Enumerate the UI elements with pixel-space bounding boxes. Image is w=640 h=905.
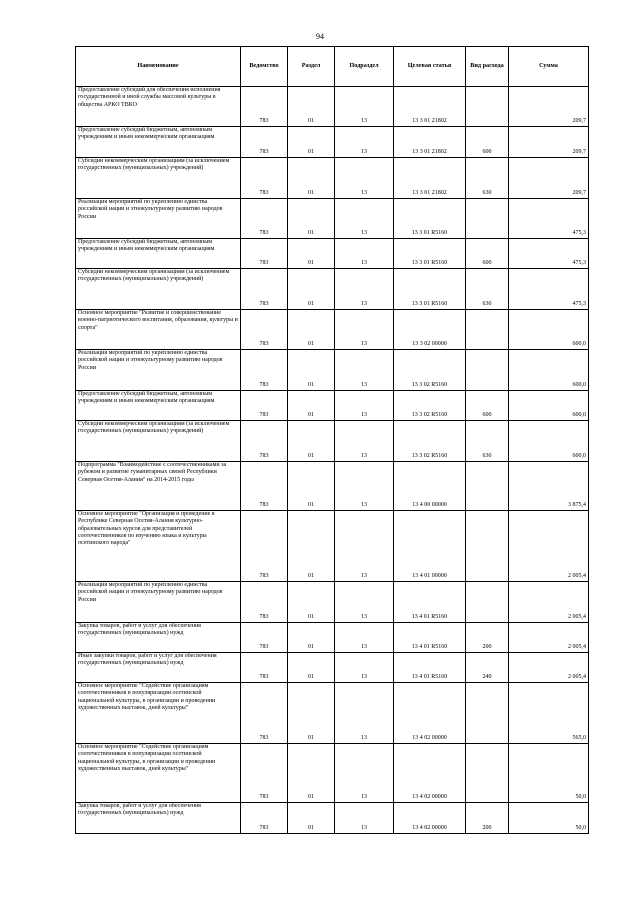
cell-name: Основное мероприятие "Содействие организациям соотечественников в популяризации осетинской национальной культуры, в организации и проведении художественных выставок, дней культуры" bbox=[76, 683, 241, 744]
cell-expense-type bbox=[466, 744, 509, 803]
header-expense-type: Вид расхода bbox=[466, 47, 509, 87]
table-row bbox=[76, 127, 589, 158]
cell-section: 01 bbox=[288, 350, 335, 391]
table-row bbox=[76, 269, 589, 310]
cell-amount: 565,0 bbox=[509, 683, 589, 744]
cell-expense-type: 630 bbox=[466, 158, 509, 199]
cell-target-article: 13 4 00 00000 bbox=[394, 462, 466, 511]
table-row bbox=[76, 744, 589, 803]
cell-amount: 600,0 bbox=[509, 391, 589, 421]
table-row bbox=[76, 623, 589, 653]
header-subsection: Подраздел bbox=[335, 47, 394, 87]
cell-section: 01 bbox=[288, 269, 335, 310]
table-row bbox=[76, 803, 589, 834]
cell-department: 783 bbox=[241, 350, 288, 391]
table-row bbox=[76, 391, 589, 421]
cell-expense-type bbox=[466, 462, 509, 511]
header-name: Наименование bbox=[76, 47, 241, 87]
cell-target-article: 13 3 01 21802 bbox=[394, 158, 466, 199]
header-amount: Сумма bbox=[509, 47, 589, 87]
table-header-row bbox=[76, 47, 589, 87]
cell-name: Субсидии некоммерческим организациям (за исключением государственных (муниципальных) учреждений) bbox=[76, 158, 241, 199]
cell-name: Подпрограмма "Взаимодействие с соотечественниками за рубежом и развитие гуманитарных связей Республики Северная Осетия-Алания" на 2014-2015 годы bbox=[76, 462, 241, 511]
cell-department: 783 bbox=[241, 623, 288, 653]
page-number: 94 bbox=[316, 32, 324, 41]
cell-department: 783 bbox=[241, 462, 288, 511]
cell-section: 01 bbox=[288, 462, 335, 511]
cell-subsection: 13 bbox=[335, 127, 394, 158]
cell-expense-type: 600 bbox=[466, 239, 509, 269]
cell-subsection: 13 bbox=[335, 623, 394, 653]
cell-expense-type bbox=[466, 87, 509, 127]
cell-amount: 475,3 bbox=[509, 199, 589, 239]
cell-department: 783 bbox=[241, 421, 288, 462]
cell-department: 783 bbox=[241, 744, 288, 803]
cell-department: 783 bbox=[241, 269, 288, 310]
cell-amount: 209,7 bbox=[509, 158, 589, 199]
cell-amount: 50,0 bbox=[509, 803, 589, 834]
cell-name: Предоставление субсидий бюджетным, автономным учреждениям и иным некоммерческим организациям bbox=[76, 391, 241, 421]
cell-target-article: 13 4 01 R5160 bbox=[394, 623, 466, 653]
cell-section: 01 bbox=[288, 683, 335, 744]
cell-name: Основное мероприятие "Содействие организациям соотечественников в популяризации осетинской национальной культуры, в организации и проведении художественных выставок, дней культуры" bbox=[76, 744, 241, 803]
cell-target-article: 13 3 01 R5160 bbox=[394, 239, 466, 269]
cell-expense-type: 200 bbox=[466, 623, 509, 653]
cell-target-article: 13 3 02 R5160 bbox=[394, 350, 466, 391]
cell-name: Предоставление субсидий бюджетным, автономным учреждениям и иным некоммерческим организациям bbox=[76, 239, 241, 269]
cell-subsection: 13 bbox=[335, 391, 394, 421]
cell-name: Субсидии некоммерческим организациям (за исключением государственных (муниципальных) учреждений) bbox=[76, 421, 241, 462]
cell-department: 783 bbox=[241, 653, 288, 683]
cell-amount: 209,7 bbox=[509, 127, 589, 158]
cell-amount: 2 005,4 bbox=[509, 623, 589, 653]
cell-amount: 475,3 bbox=[509, 239, 589, 269]
cell-amount: 2 005,4 bbox=[509, 653, 589, 683]
cell-department: 783 bbox=[241, 582, 288, 623]
cell-department: 783 bbox=[241, 127, 288, 158]
cell-subsection: 13 bbox=[335, 744, 394, 803]
cell-amount: 50,0 bbox=[509, 744, 589, 803]
cell-subsection: 13 bbox=[335, 269, 394, 310]
cell-target-article: 13 3 01 21802 bbox=[394, 127, 466, 158]
cell-subsection: 13 bbox=[335, 158, 394, 199]
cell-department: 783 bbox=[241, 158, 288, 199]
table-row bbox=[76, 683, 589, 744]
cell-subsection: 13 bbox=[335, 350, 394, 391]
cell-expense-type: 630 bbox=[466, 421, 509, 462]
cell-section: 01 bbox=[288, 744, 335, 803]
cell-subsection: 13 bbox=[335, 653, 394, 683]
cell-expense-type: 240 bbox=[466, 653, 509, 683]
cell-subsection: 13 bbox=[335, 239, 394, 269]
cell-subsection: 13 bbox=[335, 462, 394, 511]
table-row bbox=[76, 582, 589, 623]
cell-amount: 475,3 bbox=[509, 269, 589, 310]
cell-target-article: 13 4 01 R5160 bbox=[394, 653, 466, 683]
cell-name: Субсидии некоммерческим организациям (за исключением государственных (муниципальных) учреждений) bbox=[76, 269, 241, 310]
cell-department: 783 bbox=[241, 803, 288, 834]
cell-name: Иные закупки товаров, работ и услуг для обеспечения государственных (муниципальных) нужд bbox=[76, 653, 241, 683]
cell-name: Основное мероприятие "Организация и проведение в Республике Северная Осетия-Алания культурно-образовательных курсов для представителей соотечественников по изучению языка и культуры осетинского народа" bbox=[76, 511, 241, 582]
cell-expense-type bbox=[466, 199, 509, 239]
cell-amount: 2 005,4 bbox=[509, 511, 589, 582]
cell-expense-type: 600 bbox=[466, 127, 509, 158]
header-target-article: Целевая статья bbox=[394, 47, 466, 87]
cell-subsection: 13 bbox=[335, 421, 394, 462]
cell-expense-type bbox=[466, 310, 509, 350]
cell-amount: 2 005,4 bbox=[509, 582, 589, 623]
cell-name: Предоставление субсидий для обеспечения исполнения государственной и иной службы массовой культуры в общества АРКО ТВКО bbox=[76, 87, 241, 127]
cell-name: Предоставление субсидий бюджетным, автономным учреждениям и иным некоммерческим организациям bbox=[76, 127, 241, 158]
cell-target-article: 13 3 01 21802 bbox=[394, 87, 466, 127]
cell-department: 783 bbox=[241, 683, 288, 744]
cell-subsection: 13 bbox=[335, 803, 394, 834]
table-row bbox=[76, 87, 589, 127]
cell-section: 01 bbox=[288, 239, 335, 269]
cell-section: 01 bbox=[288, 421, 335, 462]
table-row bbox=[76, 421, 589, 462]
cell-section: 01 bbox=[288, 158, 335, 199]
cell-department: 783 bbox=[241, 310, 288, 350]
cell-name: Закупка товаров, работ и услуг для обеспечения государственных (муниципальных) нужд bbox=[76, 623, 241, 653]
cell-section: 01 bbox=[288, 582, 335, 623]
cell-section: 01 bbox=[288, 310, 335, 350]
cell-amount: 600,0 bbox=[509, 421, 589, 462]
cell-target-article: 13 4 02 00000 bbox=[394, 803, 466, 834]
cell-expense-type: 630 bbox=[466, 269, 509, 310]
cell-target-article: 13 4 01 00000 bbox=[394, 511, 466, 582]
cell-expense-type bbox=[466, 350, 509, 391]
cell-target-article: 13 4 02 00000 bbox=[394, 744, 466, 803]
cell-target-article: 13 3 01 R5160 bbox=[394, 269, 466, 310]
cell-expense-type bbox=[466, 582, 509, 623]
cell-department: 783 bbox=[241, 239, 288, 269]
cell-amount: 3 875,4 bbox=[509, 462, 589, 511]
header-section: Раздел bbox=[288, 47, 335, 87]
cell-subsection: 13 bbox=[335, 582, 394, 623]
header-department: Ведомство bbox=[241, 47, 288, 87]
cell-target-article: 13 3 02 00000 bbox=[394, 310, 466, 350]
cell-name: Реализация мероприятий по укреплению единства российской нации и этнокультурному развитию народов России bbox=[76, 582, 241, 623]
cell-amount: 600,0 bbox=[509, 350, 589, 391]
table-row bbox=[76, 199, 589, 239]
cell-subsection: 13 bbox=[335, 511, 394, 582]
cell-expense-type bbox=[466, 683, 509, 744]
cell-section: 01 bbox=[288, 511, 335, 582]
cell-name: Закупка товаров, работ и услуг для обеспечения государственных (муниципальных) нужд bbox=[76, 803, 241, 834]
cell-subsection: 13 bbox=[335, 310, 394, 350]
table-row bbox=[76, 239, 589, 269]
cell-section: 01 bbox=[288, 127, 335, 158]
cell-name: Реализация мероприятий по укреплению единства российской нации и этнокультурному развитию народов России bbox=[76, 199, 241, 239]
cell-target-article: 13 3 02 R5160 bbox=[394, 391, 466, 421]
cell-expense-type: 600 bbox=[466, 391, 509, 421]
cell-subsection: 13 bbox=[335, 683, 394, 744]
cell-section: 01 bbox=[288, 653, 335, 683]
cell-section: 01 bbox=[288, 87, 335, 127]
cell-section: 01 bbox=[288, 391, 335, 421]
cell-section: 01 bbox=[288, 623, 335, 653]
cell-section: 01 bbox=[288, 803, 335, 834]
cell-amount: 600,0 bbox=[509, 310, 589, 350]
cell-target-article: 13 3 01 R5160 bbox=[394, 199, 466, 239]
budget-table bbox=[75, 46, 589, 834]
cell-name: Реализация мероприятий по укреплению единства российской нации и этнокультурному развитию народов России bbox=[76, 350, 241, 391]
cell-target-article: 13 4 01 R5160 bbox=[394, 582, 466, 623]
table-row bbox=[76, 653, 589, 683]
table-row bbox=[76, 350, 589, 391]
cell-department: 783 bbox=[241, 511, 288, 582]
cell-subsection: 13 bbox=[335, 199, 394, 239]
cell-expense-type bbox=[466, 511, 509, 582]
cell-subsection: 13 bbox=[335, 87, 394, 127]
table-row bbox=[76, 310, 589, 350]
table-row bbox=[76, 462, 589, 511]
table-row bbox=[76, 511, 589, 582]
cell-name: Основное мероприятие "Развитие и совершенствование военно-патриотического воспитания, образования, культуры и спорта" bbox=[76, 310, 241, 350]
cell-expense-type: 200 bbox=[466, 803, 509, 834]
cell-department: 783 bbox=[241, 199, 288, 239]
cell-section: 01 bbox=[288, 199, 335, 239]
table-row bbox=[76, 158, 589, 199]
cell-target-article: 13 3 02 R5160 bbox=[394, 421, 466, 462]
table-body bbox=[76, 87, 589, 834]
cell-department: 783 bbox=[241, 87, 288, 127]
cell-department: 783 bbox=[241, 391, 288, 421]
cell-target-article: 13 4 02 00000 bbox=[394, 683, 466, 744]
cell-amount: 209,7 bbox=[509, 87, 589, 127]
